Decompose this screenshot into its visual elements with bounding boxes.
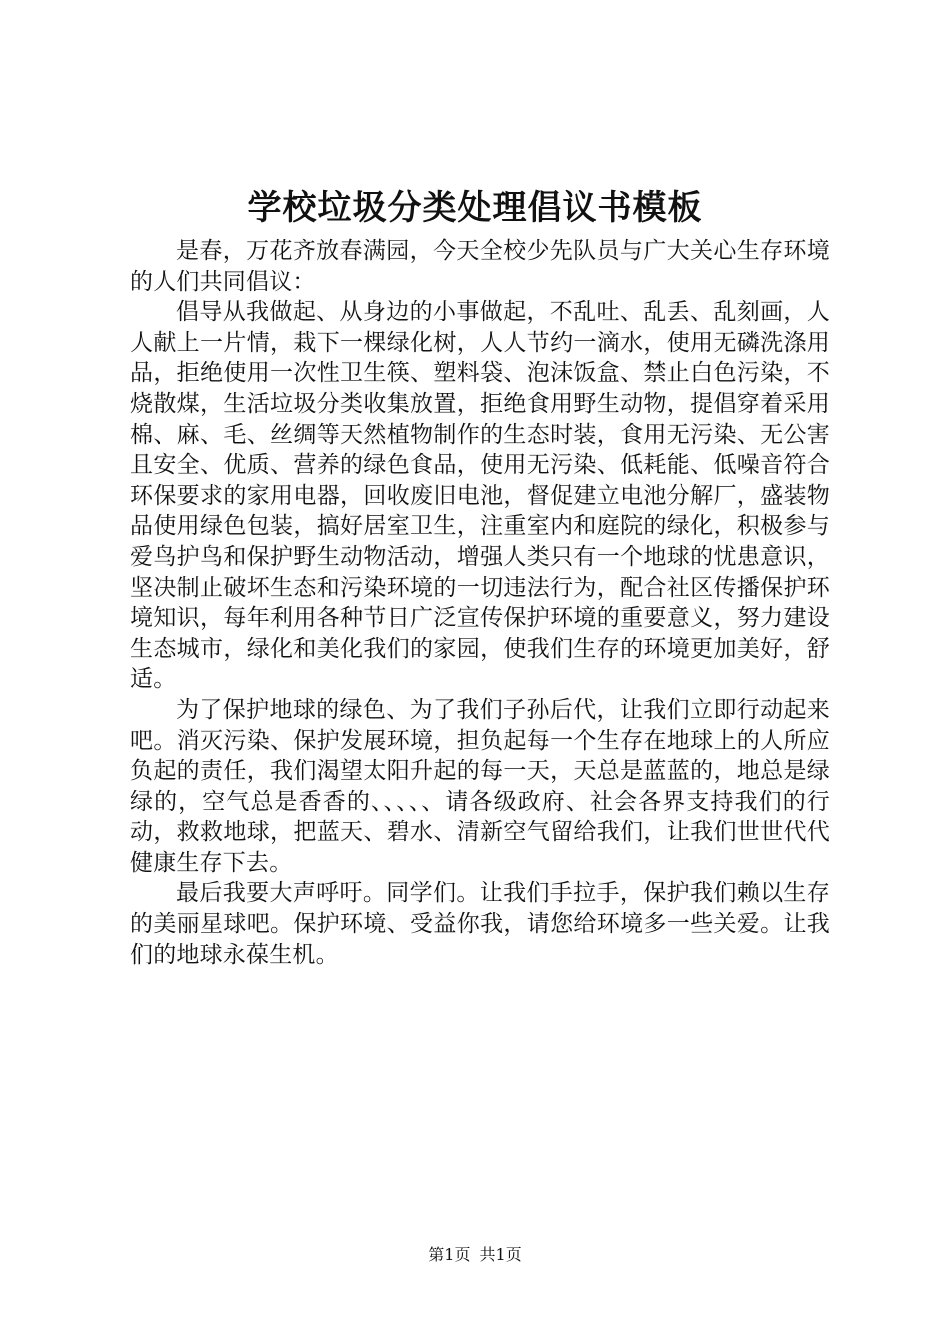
page-number-total: 共1页 [479,1245,522,1264]
paragraph-intro: 是春，万花齐放春满园，今天全校少先队员与广大关心生存环境的人们共同倡议： [130,238,830,295]
page-number-current: 第1页 [428,1245,471,1264]
paragraph-call-to-action: 为了保护地球的绿色、为了我们子孙后代，让我们立即行动起来吧。消灭污染、保护发展环境，担负起每一个生存在地球上的人所应负起的责任，我们渴望太阳升起的每一天，天总是蓝蓝的，地总是绿绿的，空气总是香香的、、、、、请各级政府、社会各界支持我们的行动，救救地球，把蓝天、碧水、清新空气留给我们，让我们世世代代健康生存下去。 [130,696,830,876]
page-footer [0,1243,950,1267]
paragraph-proposals: 倡导从我做起、从身边的小事做起，不乱吐、乱丢、乱刻画，人人献上一片情，栽下一棵绿化树，人人节约一滴水，使用无磷洗涤用品，拒绝使用一次性卫生筷、塑料袋、泡沫饭盒、禁止白色污染，不烧散煤，生活垃圾分类收集放置，拒绝食用野生动物，提倡穿着采用棉、麻、毛、丝绸等天然植物制作的生态时装，食用无污染、无公害且安全、优质、营养的绿色食品，使用无污染、低耗能、低噪音符合环保要求的家用电器，回收废旧电池，督促建立电池分解厂，盛装物品使用绿色包装，搞好居室卫生，注重室内和庭院的绿化，积极参与爱鸟护鸟和保护野生动物活动，增强人类只有一个地球的忧患意识，坚决制止破坏生态和污染环境的一切违法行为，配合社区传播保护环境知识，每年利用各种节日广泛宣传保护环境的重要意义，努力建设生态城市，绿化和美化我们的家园，使我们生存的环境更加美好，舒适。 [130,299,830,693]
document-body [130,236,830,970]
paragraph-closing: 最后我要大声呼吁。同学们。让我们手拉手，保护我们赖以生存的美丽星球吧。保护环境、受益你我，请您给环境多一些关爱。让我们的地球永葆生机。 [130,880,830,968]
document-title: 学校垃圾分类处理倡议书模板 [247,188,703,228]
